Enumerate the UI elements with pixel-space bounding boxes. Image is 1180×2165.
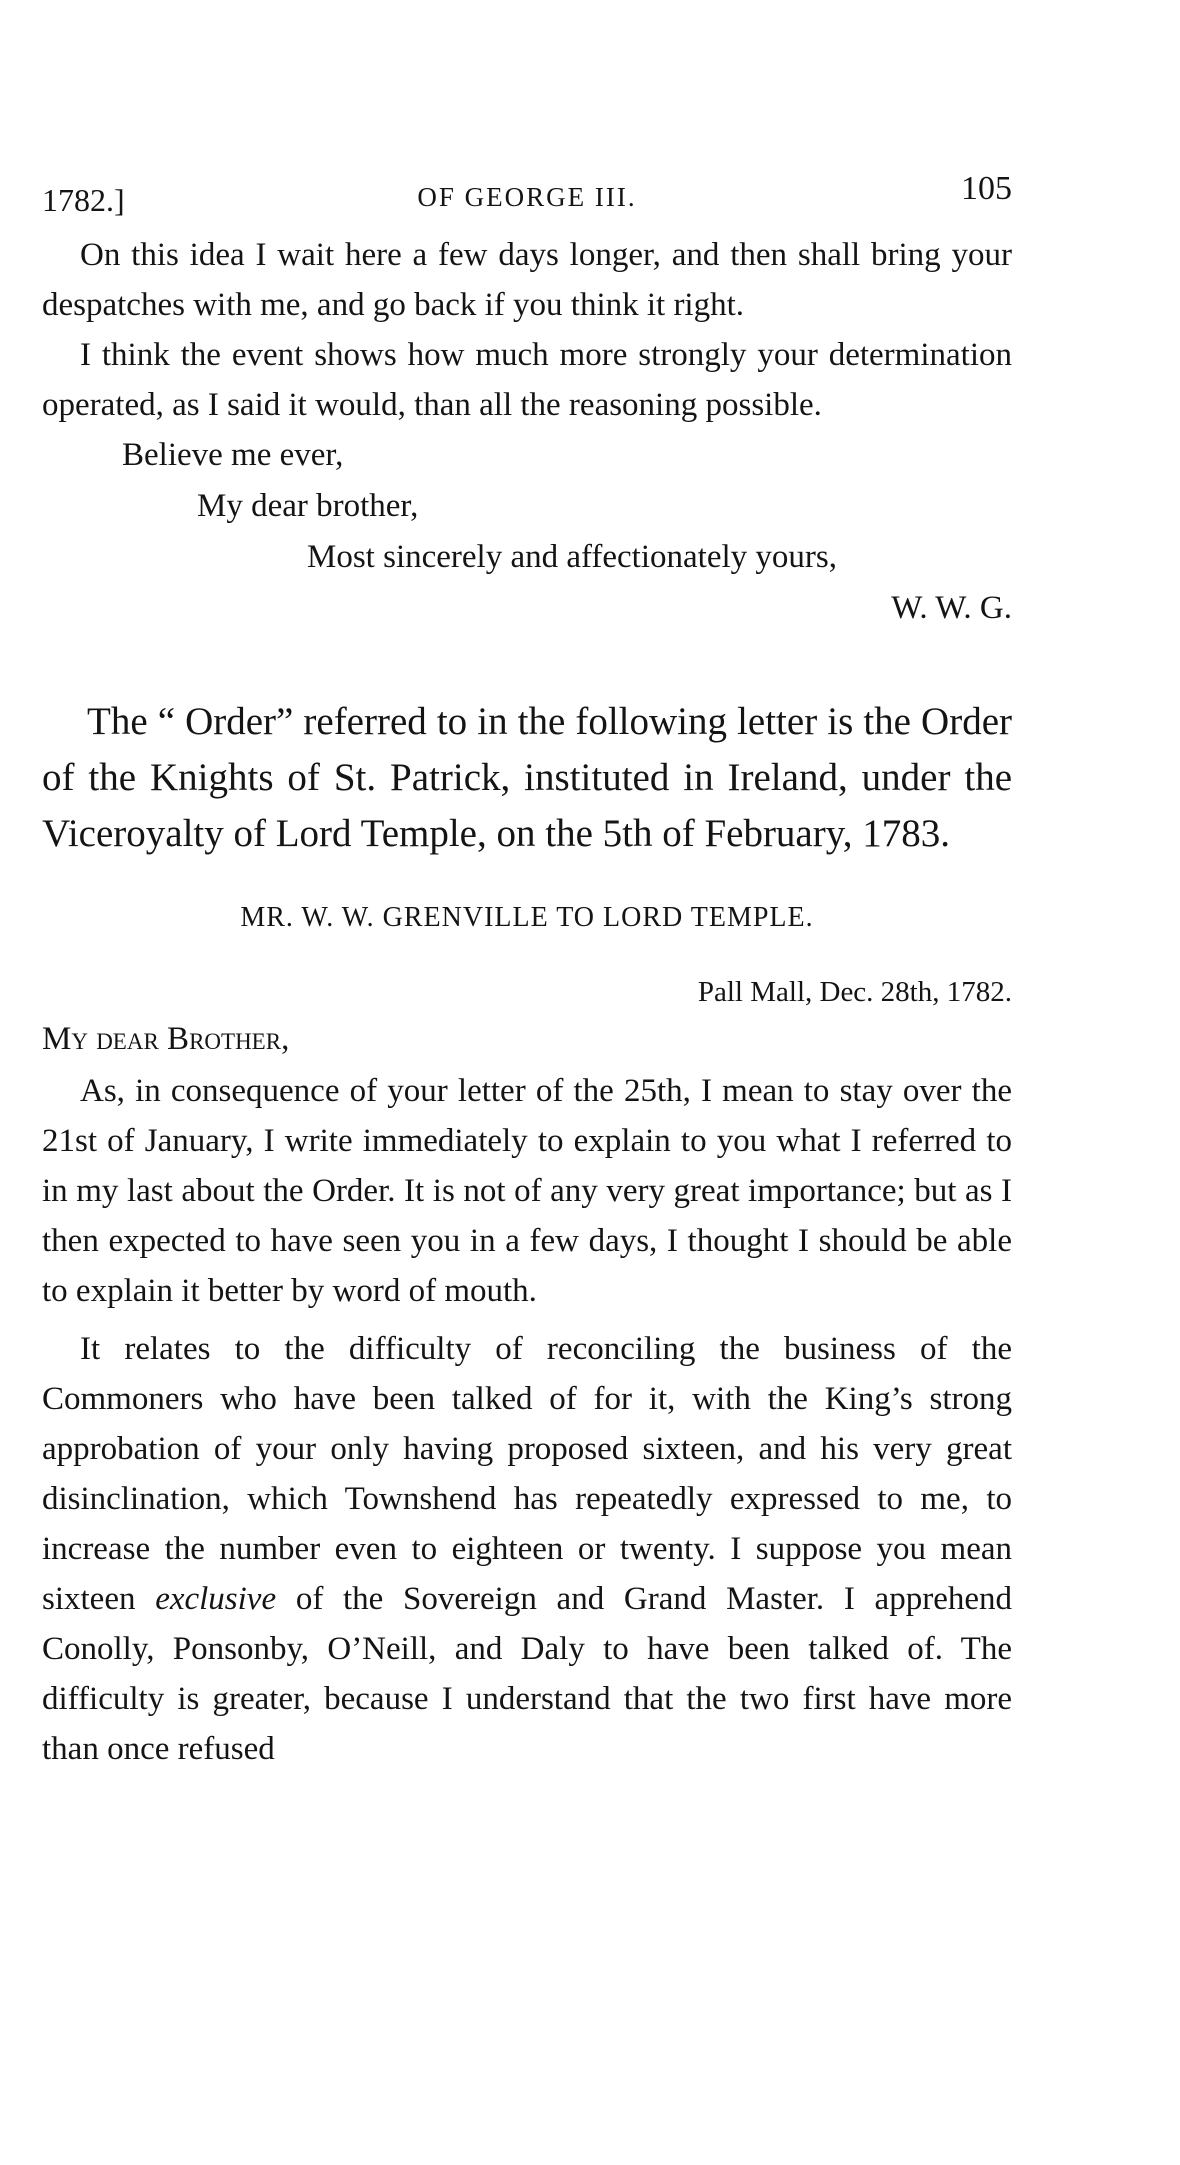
running-header	[42, 170, 1012, 230]
editorial-note	[42, 694, 1012, 862]
letter-salutation: My dear Brother,	[42, 1021, 290, 1057]
book-page	[42, 170, 1012, 1782]
paragraph: As, in consequence of your letter of the 25th, I mean to stay over the 21st of January, I write immediately to explain to you what I referred to in my last about the Order. It is not of any very great importance; but as I then expected to have seen you in a few days, I thought I should be able to explain it better by word of mouth.	[42, 1073, 1012, 1309]
text-run: It relates to the difficulty of reconciling the business of the Commoners who have been talked of for it, with the King’s strong approbation of your only having proposed sixteen, and his very great disinclination, which Townshend has repeatedly expressed to me, to increase the number even to eighteen or twenty. I suppose you mean sixteen	[42, 1331, 1012, 1617]
emphasis: exclusive	[155, 1581, 277, 1617]
letter-heading: MR. W. W. GRENVILLE TO LORD TEMPLE.	[240, 902, 814, 933]
letter-body	[42, 1066, 1012, 1774]
editorial-note-text: The “ Order” referred to in the following letter is the Order of the Knights of St. Patrick, instituted in Ireland, under the Viceroyalty of Lord Temple, on the 5th of February, 1783.	[42, 700, 1012, 855]
closing-line: My dear brother,	[197, 488, 419, 524]
closing-line: Believe me ever,	[122, 437, 344, 473]
signature: W. W. G.	[891, 590, 1012, 626]
letter-closing	[42, 430, 1012, 634]
closing-line: Most sincerely and affectionately yours,	[307, 539, 837, 575]
letter-dateline: Pall Mall, Dec. 28th, 1782.	[697, 976, 1012, 1008]
header-year: 1782.]	[42, 182, 125, 218]
paragraph	[42, 1324, 1012, 1774]
text-run: of the Sovereign and Grand Master. I apprehend Conolly, Ponsonby, O’Neill, and Daly to have been talked of. The difficulty is greater, because I understand that the two first have more than once refused	[42, 1581, 1012, 1767]
running-title: OF GEORGE III.	[417, 182, 637, 212]
paragraph: I think the event shows how much more strongly your determination operated, as I said it would, than all the reasoning possible.	[42, 337, 1012, 423]
page-number: 105	[961, 170, 1012, 207]
opening-text	[42, 230, 1012, 430]
paragraph: On this idea I wait here a few days longer, and then shall bring your despatches with me, and go back if you think it right.	[42, 237, 1012, 323]
